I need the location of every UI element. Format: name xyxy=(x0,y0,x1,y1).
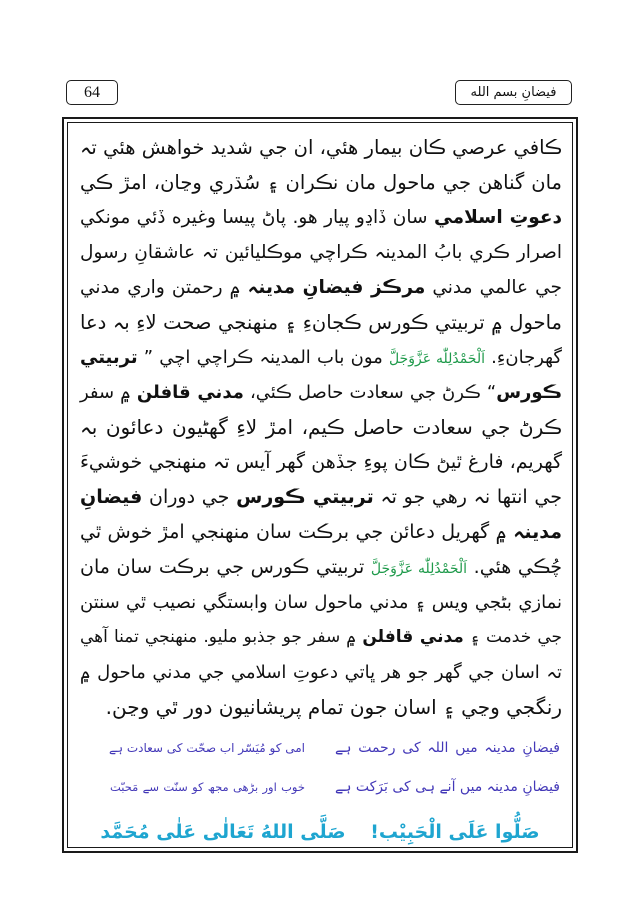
text-run: ۾ سفر xyxy=(80,382,137,403)
text-line xyxy=(80,410,562,445)
text-run: ۾ سفر جو جذبو مليو. منهنجي تمنا آهي xyxy=(80,627,363,647)
text-line xyxy=(80,445,562,480)
text-run: سان ڏاڍو پيار هو. پاڻ پيسا وغيره ڏئي مونکي xyxy=(80,207,434,228)
text-line xyxy=(80,200,562,235)
text-run: گهرجانءِ. xyxy=(485,347,562,368)
text-line xyxy=(80,550,562,585)
page-number: 64 xyxy=(84,83,100,101)
emphasis-run: مدني قافلن xyxy=(362,627,464,647)
text-run: تہ اسان جي گهر جو هر ڀاتي دعوتِ اسلامي جي مدني ماحول ۾ xyxy=(80,662,562,683)
text-line xyxy=(80,620,562,655)
text-line xyxy=(80,480,562,515)
salutation-line xyxy=(100,815,540,849)
couplet-first-hemistich: فیضانِ مدینہ میں اللہ کی رحمت ہے xyxy=(335,740,560,756)
emphasis-run: ڪورس xyxy=(496,382,563,403)
emphasis-run: مرڪز فيضانِ مدينہ xyxy=(247,277,426,298)
text-line xyxy=(80,305,562,340)
text-run: ۾ رحمتن واري مدني xyxy=(80,277,248,298)
emphasis-run: تربيتي xyxy=(80,347,138,368)
emphasis-run: فيضانِ xyxy=(80,486,143,508)
praise-phrase: اَلْحَمْدُلِلّٰه عَزَّوَجَلَّ xyxy=(370,561,468,577)
text-line xyxy=(80,130,562,165)
couplet-row xyxy=(100,733,560,763)
running-title-box xyxy=(455,80,572,105)
text-line xyxy=(80,235,562,270)
text-run: مون باب المدينہ ڪراچي اچي ” xyxy=(137,347,389,368)
page-number-box xyxy=(66,80,118,105)
text-line xyxy=(80,515,562,550)
couplet-second-hemistich: امی کو مُیَسّر اب صحّت کی سعادت ہے xyxy=(108,741,305,755)
text-run: نمازي بڻجي ويس ۽ مدني ماحول سان وابستگي نصيب ٿي سنتن xyxy=(80,592,562,613)
text-run: گهريم، فارغ ٿيڻ ڪان پوءِ جڏهن گهر آيس تہ منهنجي خوشيءَ xyxy=(80,451,562,473)
text-run: اصرار ڪري بابُ المدينہ ڪراچي موڪليائين تہ عاشقانِ رسول xyxy=(80,242,562,263)
body-text xyxy=(80,130,562,725)
text-run: “ ڪرڻ جي سعادت حاصل ڪئي، xyxy=(243,382,497,403)
couplet-first-hemistich: فیضانِ مدینہ میں آنے ہی کی بَرَکت ہے xyxy=(335,779,560,795)
text-line xyxy=(80,655,562,690)
emphasis-run: تربيتي ڪورس xyxy=(236,486,374,508)
text-run: مان گناهن جي ماحول مان نڪران ۽ سُڌري وڃان، امڙ ڪي xyxy=(80,171,562,194)
salutation-call: صَلُّوا عَلَى الْحَبِيْب! xyxy=(370,821,540,843)
text-line xyxy=(80,340,562,375)
text-run: ماحول ۾ تربيتي ڪورس ڪجانءِ ۽ منهنجي صحت لاءِ بہ دعا xyxy=(80,311,562,334)
salutation-response: صَلَّى اللهُ تَعَالٰی عَلٰى مُحَمَّد xyxy=(100,821,346,843)
text-run: چُڪي هئي. xyxy=(467,556,562,578)
emphasis-run: دعوتِ اسلامي xyxy=(433,207,563,228)
text-run: ڪرڻ جي سعادت حاصل ڪيم، امڙ لاءِ گهڻيون دعائون بہ xyxy=(80,415,562,439)
text-run: ڪافي عرصي ڪان بيمار هئي، ان جي شديد خواهش هئي تہ xyxy=(80,136,562,159)
text-line xyxy=(80,585,562,620)
emphasis-run: مدينہ xyxy=(513,521,562,543)
text-line xyxy=(80,690,562,725)
text-line xyxy=(80,165,562,200)
text-run: جي عالمي مدني xyxy=(425,277,562,298)
emphasis-run: مدني قافلن xyxy=(136,382,244,403)
couplet-second-hemistich: خوب اور بڑھی مجھ کو سنّت سے مَحبّت xyxy=(110,780,305,794)
text-run: جي انتها نہ رهي جو تہ xyxy=(373,486,563,508)
running-title: فيضانِ بسم الله xyxy=(470,85,557,100)
couplet-row xyxy=(100,772,560,802)
text-line xyxy=(80,270,562,305)
praise-phrase: اَلْحَمْدُلِلّٰه عَزَّوَجَلَّ xyxy=(388,351,485,367)
text-run: جي دوران xyxy=(142,486,237,508)
text-run: تربيتي ڪورس جي برڪت سان مان xyxy=(80,556,371,578)
text-run: ۾ گهريل دعائن جي برڪت سان منهنجي امڙ خوش ٿي xyxy=(80,521,514,543)
text-run: رنگجي وڃي ۽ اسان جون تمام پريشانيون دور ٿي وڃن. xyxy=(105,695,562,719)
text-run: جي خدمت ۽ xyxy=(463,627,562,647)
text-line xyxy=(80,375,562,410)
